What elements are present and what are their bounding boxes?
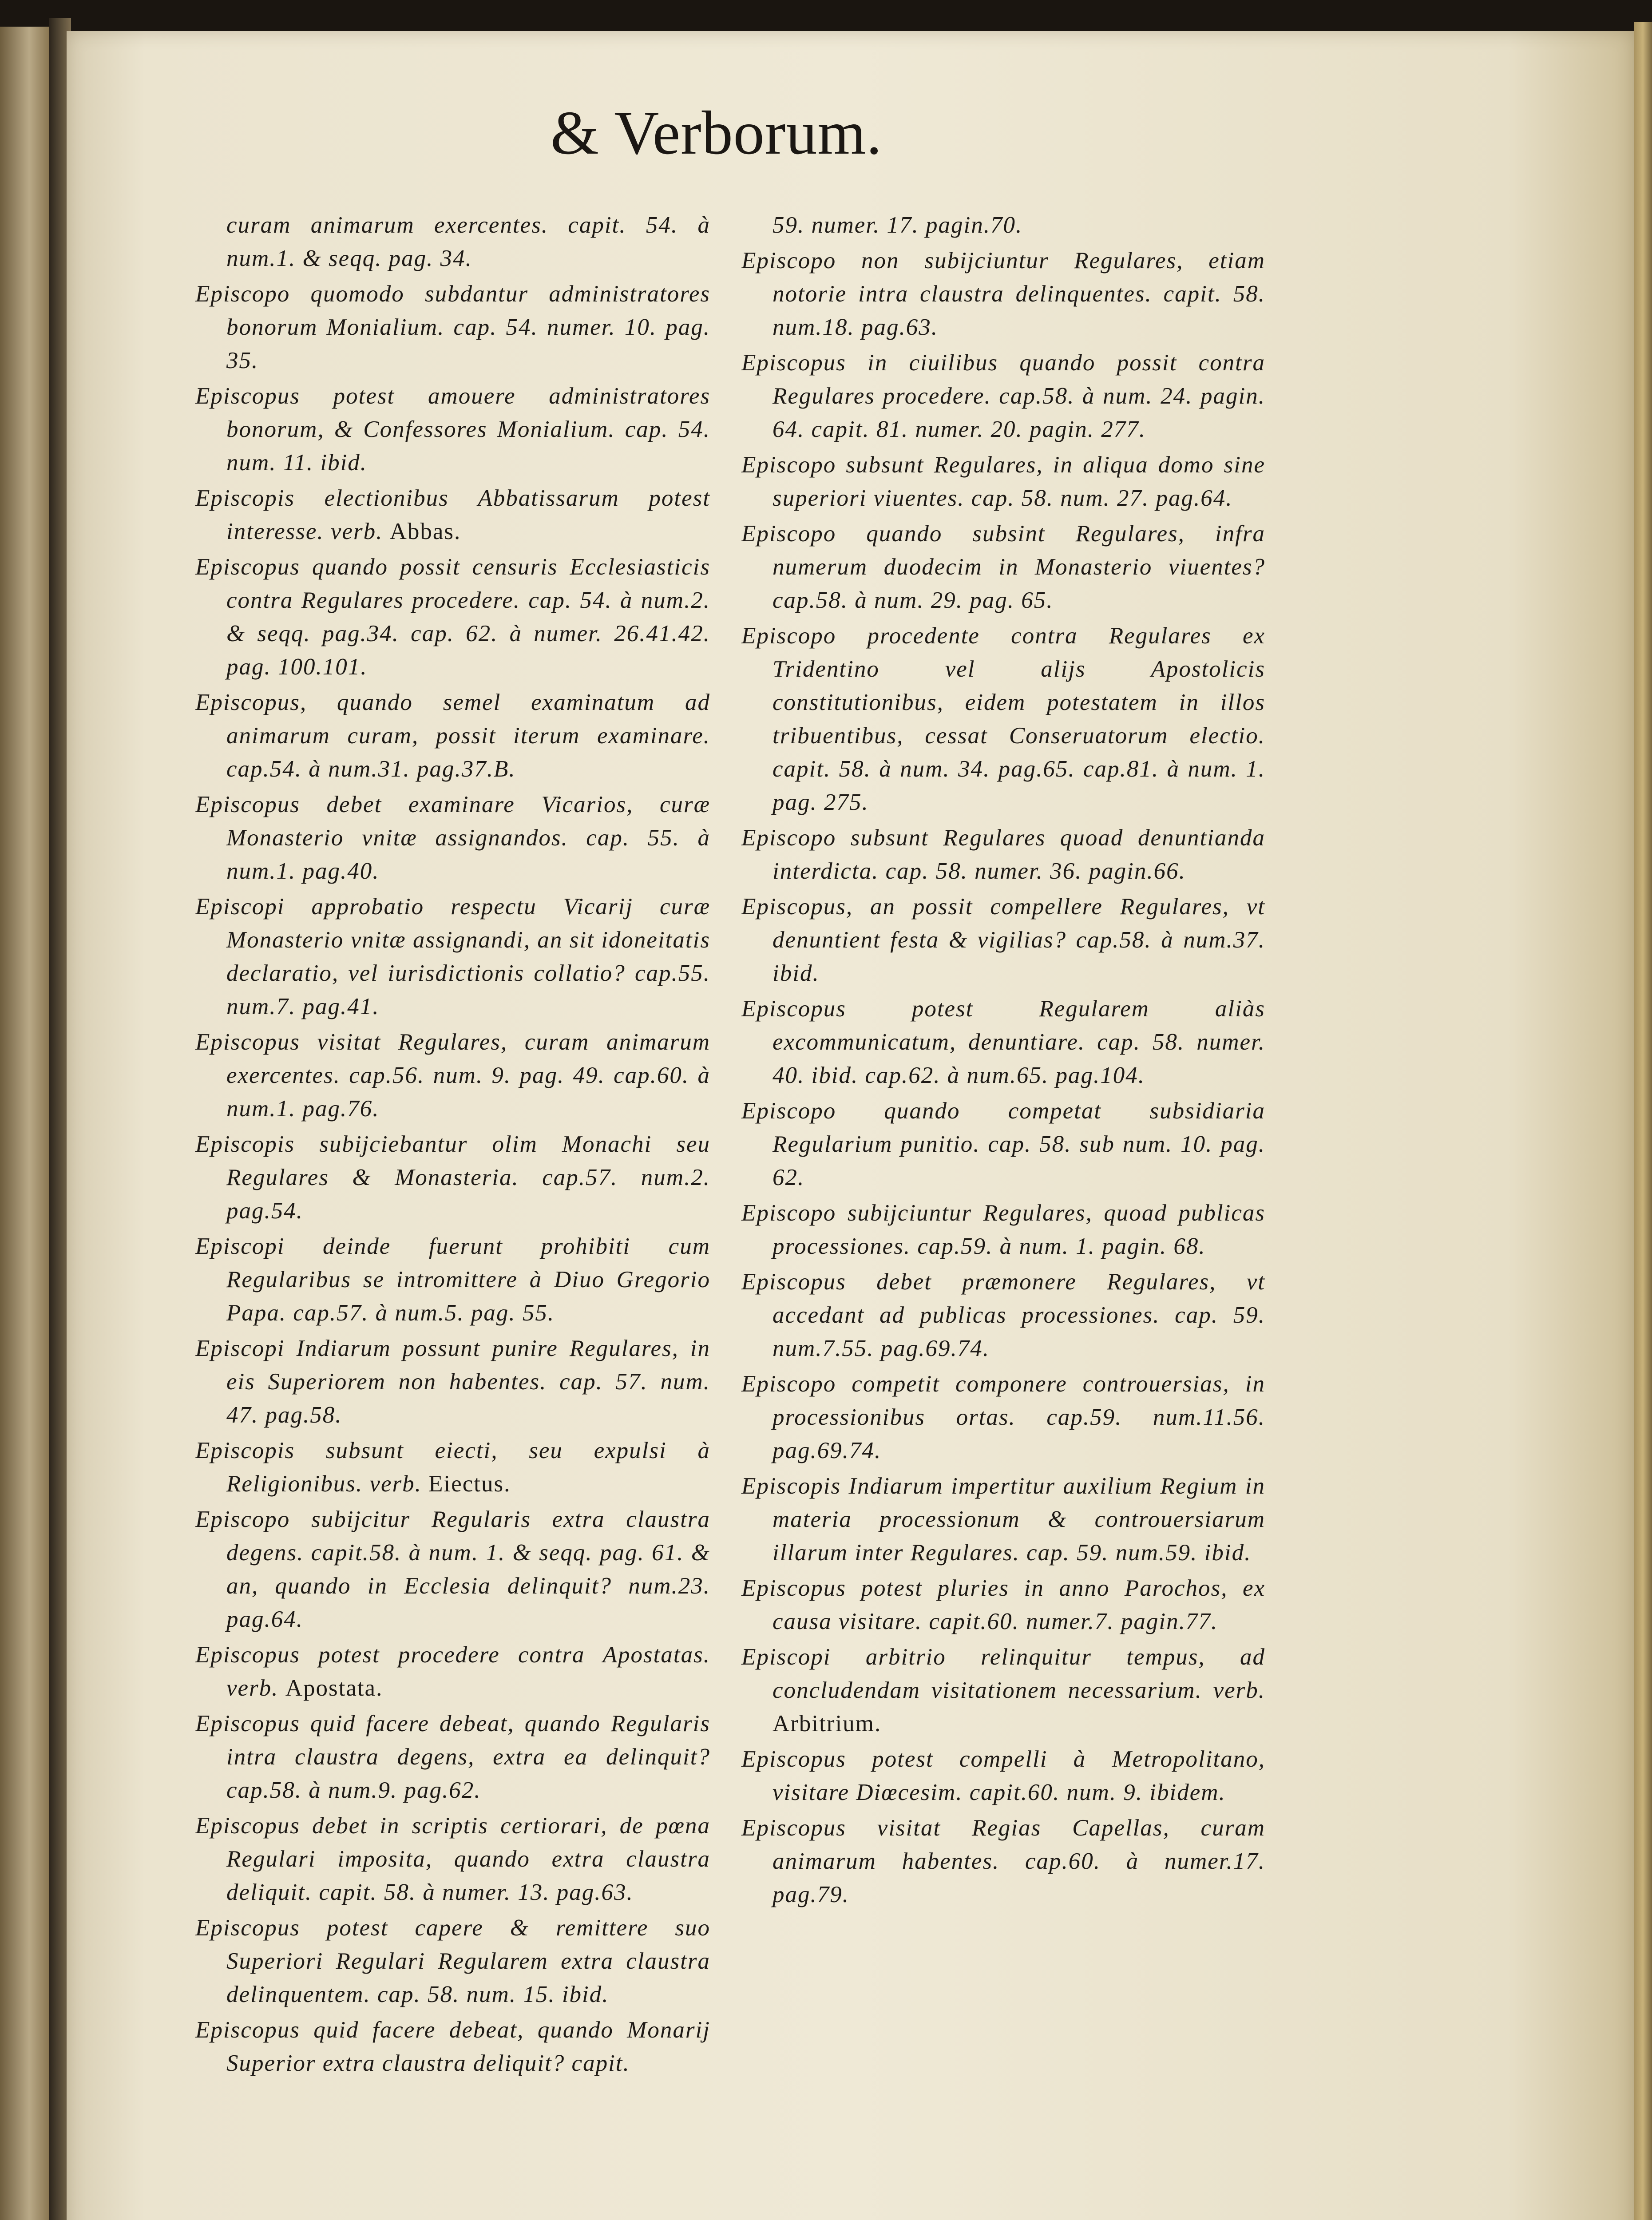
- index-entry-text: Episcopus potest capere & remittere suo Superiori Regulari Regularem extra claustra delinquentem. cap. 58. num. 15. ibid.: [195, 1915, 710, 2007]
- index-entry-text: Episcopus, quando semel examinatum ad animarum curam, possit iterum examinare. cap.54. à num.31. pag.37.B.: [195, 690, 710, 782]
- index-entry: [195, 380, 710, 480]
- index-entry: [195, 1707, 710, 1807]
- index-entry: [195, 1332, 710, 1432]
- index-entry-text: Episcopo procedente contra Regulares ex Tridentino vel alijs Apostolicis constitutionibus, eidem potestatem in illos tribuentibus, cessat Conseruatorum electio. capit. 58. à num. 34. pag.65. cap.81. à num. 1. pag. 275.: [741, 623, 1265, 815]
- index-entry: [741, 1641, 1265, 1740]
- index-entry-text: Episcopi deinde fuerunt prohibiti cum Regularibus se intromittere à Diuo Gregorio Papa. cap.57. à num.5. pag. 55.: [195, 1233, 710, 1326]
- index-column-right: [741, 209, 1265, 1914]
- index-entry: [195, 551, 710, 684]
- index-entry-text: Episcopo subijciuntur Regulares, quoad publicas processiones. cap.59. à num. 1. pagin. 68.: [741, 1200, 1265, 1259]
- index-column-left: [195, 209, 710, 2082]
- index-entry-text: Episcopus debet in scriptis certiorari, de pœna Regulari imposita, quando extra claustra deliquit. capit. 58. à numer. 13. pag.63.: [195, 1813, 710, 1905]
- index-entry: [195, 686, 710, 786]
- index-entry: [741, 890, 1265, 990]
- index-entry: [195, 1026, 710, 1126]
- index-entry-text: Episcopo quando subsint Regulares, infra numerum duodecim in Monasterio viuentes? cap.58. à num. 29. pag. 65.: [741, 521, 1265, 613]
- cross-reference: Arbitrium.: [773, 1711, 882, 1736]
- index-entry-text: curam animarum exercentes. capit. 54. à num.1. & seqq. pag. 34.: [226, 212, 710, 271]
- index-entry-text: Episcopus quando possit censuris Ecclesiasticis contra Regulares procedere. cap. 54. à num.2. & seqq. pag.34. cap. 62. à numer. 26.41.42. pag. 100.101.: [195, 554, 710, 680]
- index-entry-text: Episcopus, an possit compellere Regulares, vt denuntient festa & vigilias? cap.58. à num.37. ibid.: [741, 894, 1265, 986]
- index-entry-text: Episcopo subsunt Regulares, in aliqua domo sine superiori viuentes. cap. 58. num. 27. pag.64.: [741, 452, 1265, 511]
- index-entry: [741, 1368, 1265, 1467]
- page-header: & Verborum.: [551, 99, 883, 167]
- index-entry-text: Episcopis subsunt eiecti, seu expulsi à Religionibus. verb.: [195, 1438, 710, 1497]
- index-entry-text: Episcopus quid facere debeat, quando Monarij Superior extra claustra deliquit? capit.: [195, 2017, 710, 2076]
- index-entry: [741, 448, 1265, 515]
- index-entry: [195, 209, 710, 275]
- index-entry: [741, 244, 1265, 344]
- index-entry-text: Episcopo quomodo subdantur administratores bonorum Monialium. cap. 54. numer. 10. pag. 35.: [195, 281, 710, 373]
- index-entry: [741, 1470, 1265, 1570]
- index-entry-text: Episcopus potest compelli à Metropolitano, visitare Diœcesim. capit.60. num. 9. ibidem.: [741, 1746, 1265, 1805]
- facing-page-edge: [0, 27, 49, 2220]
- index-entry-text: Episcopus in ciuilibus quando possit contra Regulares procedere. cap.58. à num. 24. pagin. 64. capit. 81. numer. 20. pagin. 277.: [741, 350, 1265, 442]
- index-entry-text: Episcopus quid facere debeat, quando Regularis intra claustra degens, extra ea delinquit? cap.58. à num.9. pag.62.: [195, 1711, 710, 1803]
- index-entry: [195, 890, 710, 1023]
- index-entry: [195, 1638, 710, 1705]
- index-entry: [195, 1230, 710, 1330]
- index-entry-text: Episcopus visitat Regulares, curam animarum exercentes. cap.56. num. 9. pag. 49. cap.60. à num.1. pag.76.: [195, 1029, 710, 1122]
- index-entry-text: Episcopus potest pluries in anno Parochos, ex causa visitare. capit.60. numer.7. pagin.77.: [741, 1575, 1265, 1634]
- index-entry: [741, 1265, 1265, 1365]
- index-entry: [195, 278, 710, 377]
- index-entry: [195, 1809, 710, 1909]
- index-entry: [195, 1911, 710, 2011]
- index-entry: [741, 1094, 1265, 1194]
- index-entry-text: Episcopis subijciebantur olim Monachi seu Regulares & Monasteria. cap.57. num.2. pag.54.: [195, 1131, 710, 1224]
- index-entry-text: Episcopus debet examinare Vicarios, curæ Monasterio vnitæ assignandos. cap. 55. à num.1. pag.40.: [195, 792, 710, 884]
- index-entry: [741, 517, 1265, 617]
- index-entry: [741, 1812, 1265, 1911]
- cross-reference: Eiectus.: [428, 1471, 511, 1497]
- index-entry-text: 59. numer. 17. pagin.70.: [773, 212, 1023, 238]
- index-entry: [741, 619, 1265, 819]
- index-entry: [741, 1572, 1265, 1638]
- index-entry-text: Episcopus visitat Regias Capellas, curam animarum habentes. cap.60. à numer.17. pag.79.: [741, 1815, 1265, 1907]
- index-entry: [741, 209, 1265, 242]
- page-edge-right: [1634, 22, 1652, 2220]
- index-entry-text: Episcopo competit componere controuersias, in processionibus ortas. cap.59. num.11.56. pag.69.74.: [741, 1371, 1265, 1463]
- index-entry-text: Episcopi approbatio respectu Vicarij curæ Monasterio vnitæ assignandi, an sit idoneitatis declaratio, vel iurisdictionis collatio? cap.55. num.7. pag.41.: [195, 894, 710, 1019]
- index-entry-text: Episcopo subsunt Regulares quoad denuntianda interdicta. cap. 58. numer. 36. pagin.66.: [741, 825, 1265, 884]
- index-entry-text: Episcopi Indiarum possunt punire Regulares, in eis Superiorem non habentes. cap. 57. num. 47. pag.58.: [195, 1336, 710, 1428]
- cross-reference: Apostata.: [285, 1675, 383, 1701]
- index-entry-text: Episcopus potest procedere contra Apostatas. verb.: [195, 1642, 710, 1701]
- index-entry-text: Episcopis Indiarum impertitur auxilium Regium in materia processionum & controuersiarum illarum inter Regulares. cap. 59. num.59. ibid.: [741, 1473, 1265, 1566]
- index-entry-text: Episcopo subijcitur Regularis extra claustra degens. capit.58. à num. 1. & seqq. pag. 61. & an, quando in Ecclesia delinquit? num.23. pag.64.: [195, 1506, 710, 1632]
- index-entry: [741, 992, 1265, 1092]
- index-entry-text: Episcopis electionibus Abbatissarum potest interesse. verb.: [195, 485, 710, 544]
- index-entry: [741, 1743, 1265, 1809]
- index-entry-text: Episcopus potest amouere administratores bonorum, & Confessores Monialium. cap. 54. num. 11. ibid.: [195, 383, 710, 476]
- index-entry: [195, 2014, 710, 2080]
- index-entry-text: Episcopus debet præmonere Regulares, vt accedant ad publicas processiones. cap. 59. num.7.55. pag.69.74.: [741, 1269, 1265, 1361]
- index-entry: [195, 1503, 710, 1636]
- index-entry-text: Episcopo non subijciuntur Regulares, etiam notorie intra claustra delinquentes. capit. 58. num.18. pag.63.: [741, 248, 1265, 340]
- index-entry-text: Episcopo quando competat subsidiaria Regularium punitio. cap. 58. sub num. 10. pag. 62.: [741, 1098, 1265, 1190]
- index-entry: [195, 788, 710, 888]
- index-entry-text: Episcopus potest Regularem aliàs excommunicatum, denuntiare. cap. 58. numer. 40. ibid. cap.62. à num.65. pag.104.: [741, 996, 1265, 1088]
- cross-reference: Abbas.: [389, 519, 461, 544]
- index-entry: [195, 1128, 710, 1228]
- index-entry: [195, 482, 710, 548]
- index-entry-text: Episcopi arbitrio relinquitur tempus, ad concludendam visitationem necessarium. verb.: [741, 1644, 1265, 1703]
- index-entry: [741, 1197, 1265, 1263]
- index-entry: [195, 1434, 710, 1501]
- index-entry: [741, 346, 1265, 446]
- index-entry: [741, 821, 1265, 888]
